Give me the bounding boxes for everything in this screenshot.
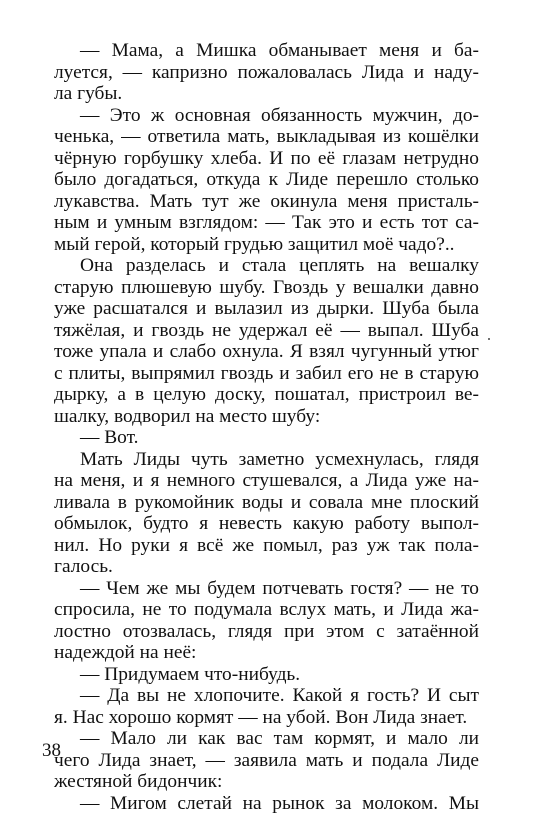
text-line: лостно отозвалась, глядя при этом с затаённой: [54, 621, 479, 643]
body-text: [54, 40, 479, 814]
text-line: шалку, водворил на место шубу:: [54, 406, 479, 428]
text-line: на меня, и я немного стушевался, а Лида уже на-: [54, 470, 479, 492]
text-line: — Это ж основная обязанность мужчин, до-: [54, 105, 479, 127]
text-line: луется, — капризно пожаловалась Лида и наду-: [54, 62, 479, 84]
text-line: спросила, не то подумала вслух мать, и Лида жа-: [54, 599, 479, 621]
text-line: надеждой на неё:: [54, 642, 479, 664]
text-line: галось.: [54, 556, 479, 578]
text-line: тоже упала и слабо охнула. Я взял чугунный утюг: [54, 341, 479, 363]
text-line: старую плюшевую шубу. Гвоздь у вешалки давно: [54, 277, 479, 299]
text-line: уже расшатался и вылазил из дырки. Шуба была: [54, 298, 479, 320]
text-line: Мать Лиды чуть заметно усмехнулась, глядя: [54, 449, 479, 471]
text-line: ливала в рукомойник воды и совала мне плоский: [54, 492, 479, 514]
text-line: я. Нас хорошо кормят — на убой. Вон Лида знает.: [54, 707, 479, 729]
text-line: — Мигом слетай на рынок за молоком. Мы: [54, 793, 479, 814]
text-line: дырку, а в целую доску, пошатал, пристроил ве-: [54, 384, 479, 406]
text-line: тяжёлая, и гвоздь не удержал её — выпал. Шуба: [54, 320, 479, 342]
text-line: чего Лида знает, — заявила мать и подала Лиде: [54, 750, 479, 772]
text-line: — Мало ли как вас там кормят, и мало ли: [54, 728, 479, 750]
text-line: мый герой, который грудью защитил моё чадо?..: [54, 234, 479, 256]
text-line: ла губы.: [54, 83, 479, 105]
print-speck: [488, 338, 490, 340]
text-line: чёрную горбушку хлеба. И по её глазам нетрудно: [54, 148, 479, 170]
text-line: ченька, — ответила мать, выкладывая из кошёлки: [54, 126, 479, 148]
text-line: — Придумаем что-нибудь.: [54, 664, 479, 686]
text-line: обмылок, будто я невесть какую работу выпол-: [54, 513, 479, 535]
text-line: — Мама, а Мишка обманывает меня и ба-: [54, 40, 479, 62]
text-line: — Да вы не хлопочите. Какой я гость? И сыт: [54, 685, 479, 707]
text-line: лукавства. Мать тут же окинула меня присталь-: [54, 191, 479, 213]
text-line: ным и умным взглядом: — Так это и есть тот са-: [54, 212, 479, 234]
text-line: нил. Но руки я всё же помыл, раз уж так пола-: [54, 535, 479, 557]
text-line: Она разделась и стала цеплять на вешалку: [54, 255, 479, 277]
text-line: с плиты, выпрямил гвоздь и забил его не в старую: [54, 363, 479, 385]
text-line: — Вот.: [54, 427, 479, 449]
page-number: 38: [42, 740, 61, 762]
text-line: жестяной бидончик:: [54, 771, 479, 793]
text-line: — Чем же мы будем потчевать гостя? — не то: [54, 578, 479, 600]
text-line: было догадаться, откуда к Лиде перешло столько: [54, 169, 479, 191]
